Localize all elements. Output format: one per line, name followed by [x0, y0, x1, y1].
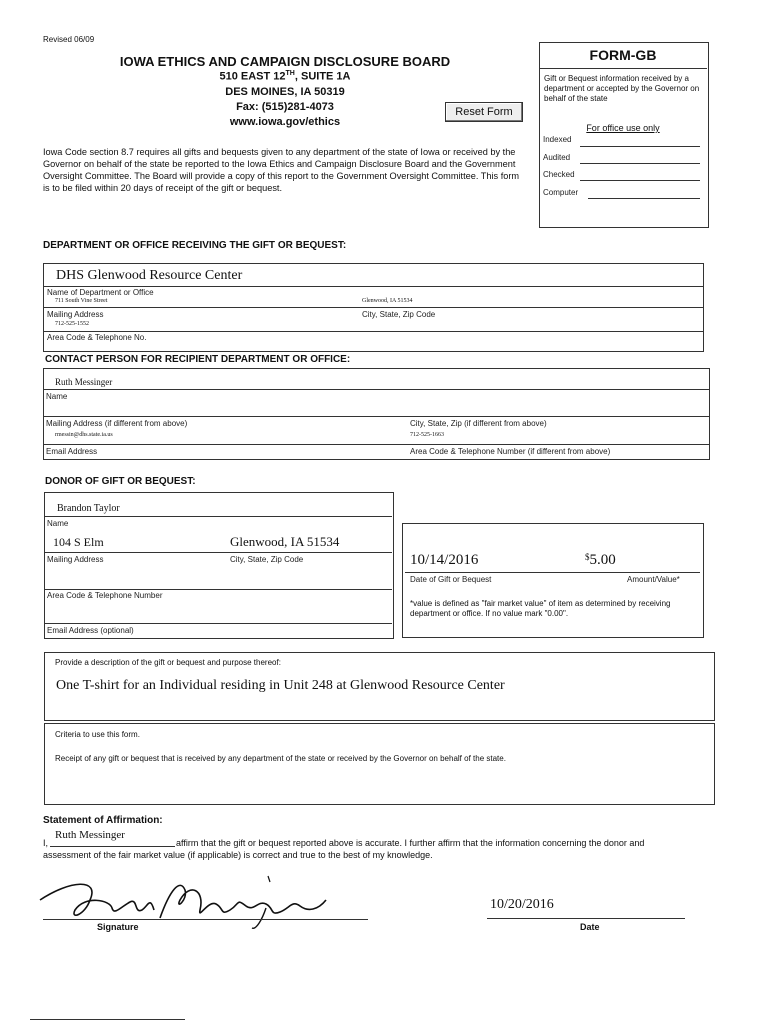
donor-name-value[interactable]: Brandon Taylor [57, 503, 120, 514]
affirmation-heading: Statement of Affirmation: [43, 815, 163, 826]
contact-email-value[interactable]: rmessin@dhs.state.ia.us [55, 432, 113, 438]
audited-label: Audited [543, 153, 571, 162]
gift-value-note: *value is defined as "fair market value" of item as determined by receiving department or office. If no value mark "0.00". [410, 599, 671, 618]
contact-mailing-label: Mailing Address (if different from above) [46, 419, 188, 428]
donor-city-label: City, State, Zip Code [230, 555, 304, 564]
date-label: Date [580, 922, 600, 932]
department-city-label: City, State, Zip Code [362, 310, 436, 319]
affirmation-prefix: I, [43, 838, 49, 848]
board-address: 510 EAST 12TH, SUITE 1A [219, 70, 351, 83]
department-name-label: Name of Department or Office [47, 288, 154, 297]
contact-name-value[interactable]: Ruth Messinger [55, 377, 113, 387]
signature-label: Signature [97, 922, 139, 932]
affirmation-text-line1: affirm that the gift or bequest reported above is accurate. I further affirm that the information concerning the donor and [176, 838, 645, 848]
form-description: Gift or Bequest information received by a department or accepted by the Governor on behalf of the state [544, 74, 700, 103]
board-title: IOWA ETHICS AND CAMPAIGN DISCLOSURE BOARD [119, 54, 451, 69]
criteria-label: Criteria to use this form. [55, 730, 140, 739]
department-name-value[interactable]: DHS Glenwood Resource Center [56, 268, 243, 283]
gift-date-value[interactable]: 10/14/2016 [410, 552, 479, 568]
office-use-title: For office use only [586, 123, 660, 133]
contact-heading: CONTACT PERSON FOR RECIPIENT DEPARTMENT OR OFFICE: [45, 354, 351, 365]
contact-name-label: Name [46, 392, 68, 401]
footer-rule [30, 1019, 185, 1020]
donor-email-label: Email Address (optional) [47, 626, 134, 635]
affirmation-name-value[interactable]: Ruth Messinger [55, 829, 125, 841]
checked-line [580, 180, 700, 181]
donor-heading: DONOR OF GIFT OR BEQUEST: [45, 476, 196, 487]
indexed-label: Indexed [543, 135, 572, 144]
intro-paragraph: Iowa Code section 8.7 requires all gifts and bequests given to any department of the state of Iowa or received by the Governor on behalf of the state be reported to the Iowa Ethics and Campaign Disclosure Board and the Government Oversight Committee. The Board will provide a copy of this report to the Government Oversight Committee. This form is to be filed within 20 days of receipt of the gift or bequest. [43, 147, 520, 193]
department-city-value[interactable]: Glenwood, IA 51534 [362, 298, 413, 304]
audited-line [580, 163, 700, 164]
affirmation-text-line2: assessment of the fair market value (if applicable) is correct and true to the best of my knowledge. [43, 850, 433, 860]
reset-form-button[interactable]: Reset Form [445, 102, 523, 122]
gift-amount-value[interactable]: $5.00 [585, 552, 616, 568]
department-heading: DEPARTMENT OR OFFICE RECEIVING THE GIFT OR BEQUEST: [43, 240, 347, 251]
criteria-section [44, 723, 715, 805]
gift-amount-label: Amount/Value* [627, 575, 680, 584]
computer-line [588, 198, 700, 199]
department-phone-label: Area Code & Telephone No. [47, 333, 147, 342]
department-mailing-label: Mailing Address [47, 310, 104, 319]
board-fax: Fax: (515)281-4073 [236, 101, 334, 113]
indexed-line [580, 146, 700, 147]
contact-phone-label: Area Code & Telephone Number (if different from above) [410, 447, 611, 456]
department-mailing-value[interactable]: 711 South Vine Street [55, 298, 108, 304]
donor-mailing-label: Mailing Address [47, 555, 104, 564]
contact-email-label: Email Address [46, 447, 98, 456]
gift-date-label: Date of Gift or Bequest [410, 575, 492, 584]
description-label: Provide a description of the gift or bequest and purpose thereof: [55, 658, 281, 667]
board-city: DES MOINES, IA 50319 [225, 86, 345, 98]
donor-city-value[interactable]: Glenwood, IA 51534 [230, 534, 340, 549]
donor-phone-label: Area Code & Telephone Number [47, 591, 163, 600]
contact-city-label: City, State, Zip (if different from above) [410, 419, 547, 428]
donor-mailing-value[interactable]: 104 S Elm [53, 535, 104, 549]
checked-label: Checked [543, 170, 575, 179]
criteria-text: Receipt of any gift or bequest that is received by any department of the state or received by the Governor on behalf of the state. [55, 754, 506, 763]
form-id: FORM-GB [589, 47, 657, 63]
description-value[interactable]: One T-shirt for an Individual residing in Unit 248 at Glenwood Resource Center [56, 678, 505, 693]
affirmation-date-value[interactable]: 10/20/2016 [490, 897, 554, 912]
board-website: www.iowa.gov/ethics [229, 116, 341, 128]
department-phone-value[interactable]: 712-525-1552 [55, 321, 89, 327]
signature-image [30, 870, 350, 930]
donor-section [44, 492, 394, 639]
dollar-sign: $ [585, 552, 590, 562]
contact-phone-value[interactable]: 712-525-1663 [410, 432, 444, 438]
computer-label: Computer [543, 188, 579, 197]
donor-name-label: Name [47, 519, 69, 528]
revised-date: Revised 06/09 [43, 35, 95, 44]
